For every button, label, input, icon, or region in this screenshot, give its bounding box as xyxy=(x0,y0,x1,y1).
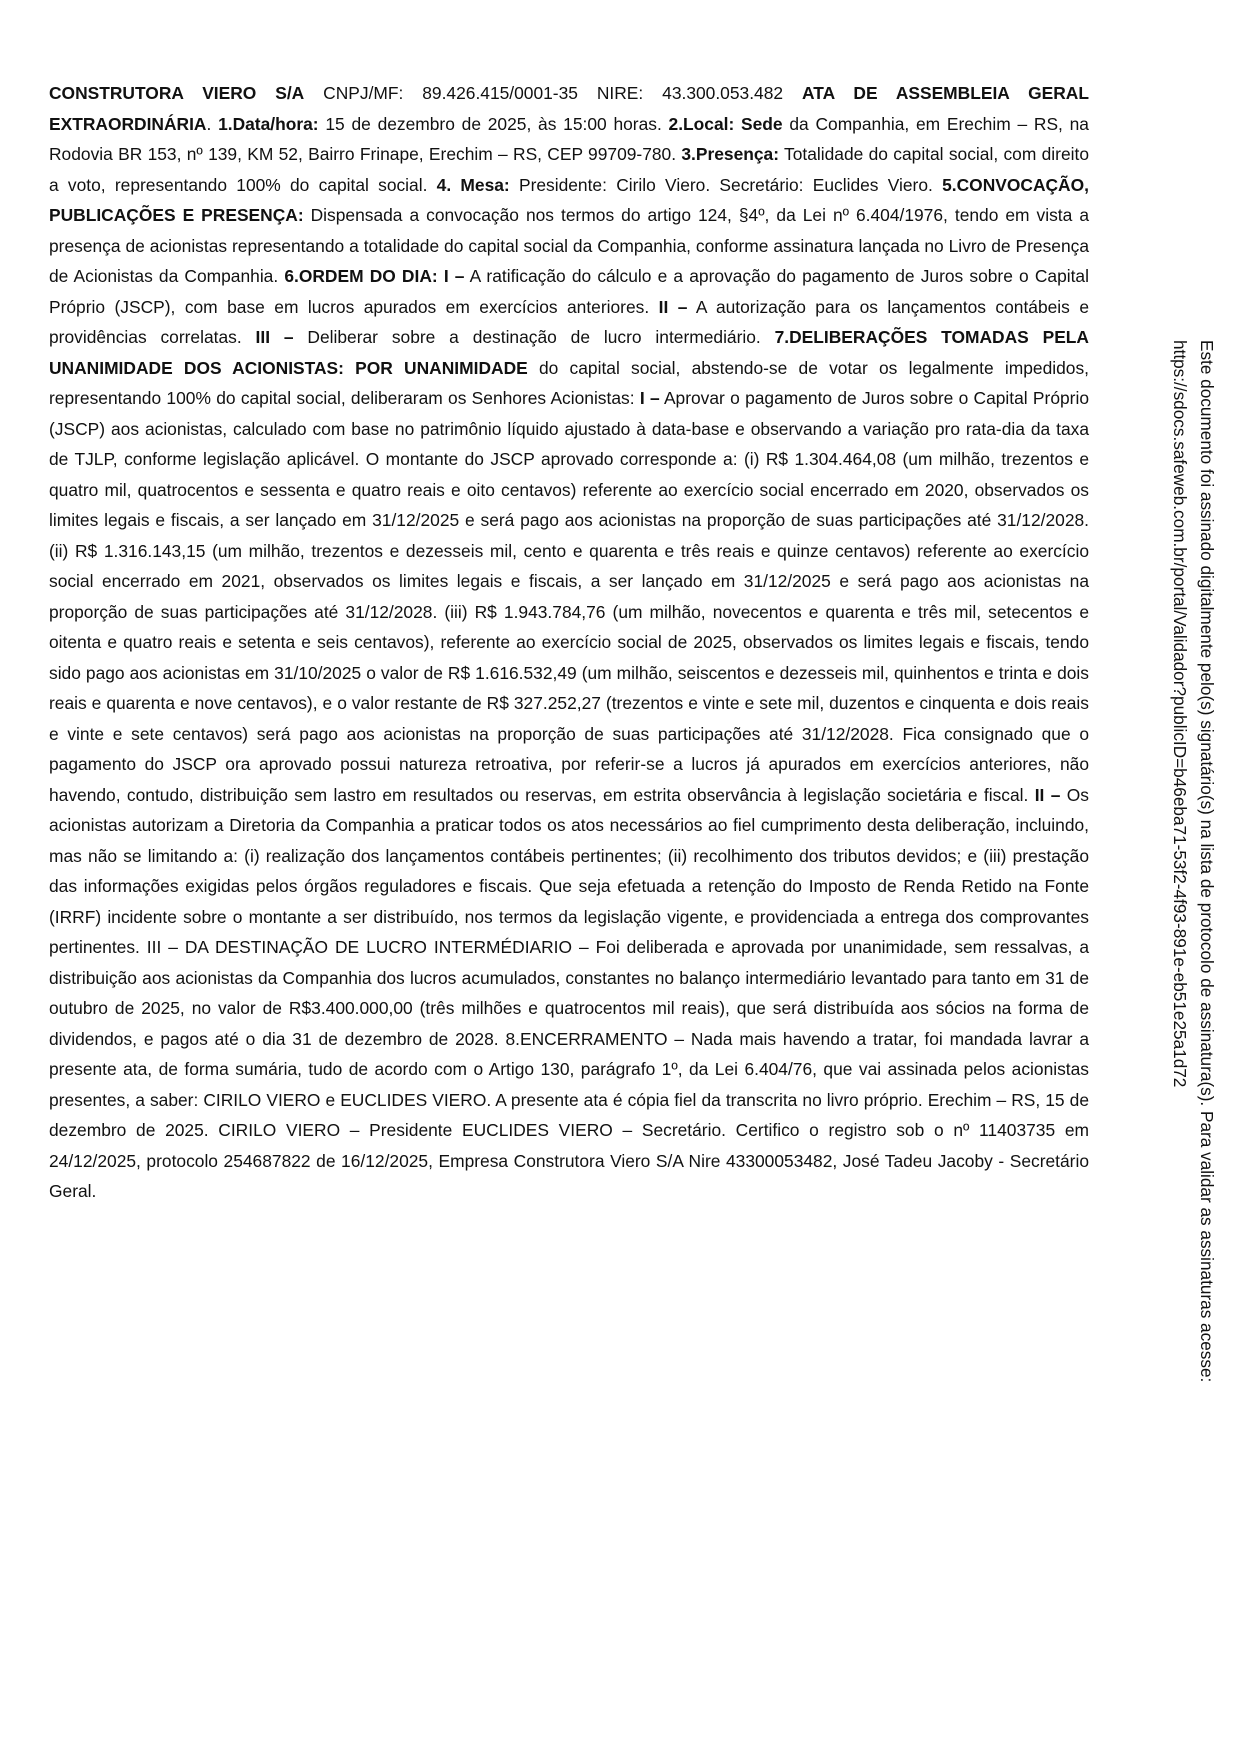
section-2-heading: 2.Local: Sede xyxy=(668,113,783,134)
company-ids: CNPJ/MF: 89.426.415/0001-35 NIRE: 43.300.053.482 xyxy=(304,83,802,103)
resolution-1-marker: I – xyxy=(639,388,660,408)
validation-url[interactable]: https://sdocs.safeweb.com.br/portal/Validador?publicID=b46eba71-53f2-4f93-891e-eb51e25a1d72 xyxy=(1170,340,1190,1088)
resolution-2-text: Os acionistas autorizam a Diretoria da Companhia a praticar todos os atos necessários ao fiel cumprimento desta deliberação, incluindo, mas não se limitando a: (i) realização dos lançamentos contábeis pertinentes; (ii) recolhimento dos tributos devidos; e (iii) prestação das informações exigidas pelos órgãos reguladores e fiscais. Que seja efetuada a retenção do Imposto de Renda Retido na Fonte (IRRF) incidente sobre o montante a ser distribuído, nos termos da legislação vigente, e providenciada a entrega dos comprovantes pertinentes. III – DA DESTINAÇÃO DE LUCRO INTERMÉDIARIO – Foi deliberada e aprovada por unanimidade, sem ressalvas, a distribuição aos acionistas da Companhia dos lucros acumulados, constantes no balanço intermediário levantado para tanto em 31 de outubro de 2025, no valor de R$3.400.000,00 (três milhões e quatrocentos mil reais), que será distribuída aos sócios na forma de dividendos, e pagos até o dia 31 de dezembro de 2028. 8.ENCERRAMENTO – Nada mais havendo a tratar, foi mandada lavrar a presente ata, de forma sumária, tudo de acordo com o Artigo 130, parágrafo 1º, da Lei 6.404/76, que vai assinada pelos acionistas presentes, a saber: CIRILO VIERO e EUCLIDES VIERO. A presente ata é cópia fiel da transcrita no livro próprio. Erechim – RS, 15 de dezembro de 2025. CIRILO VIERO – Presidente EUCLIDES VIERO – Secretário. Certifico o registro sob o nº 11403735 em 24/12/2025, protocolo 254687822 de 16/12/2025, Empresa Construtora Viero S/A Nire 43300053482, José Tadeu Jacoby - Secretário Geral. xyxy=(49,784,1089,1201)
section-6-item-3: Deliberar sobre a destinação de lucro intermediário. xyxy=(293,327,775,347)
section-3-text: Totalidade do capital social, com direito a voto, representando 100% do capital social. xyxy=(49,144,1089,195)
resolution-1-text: Aprovar o pagamento de Juros sobre o Capital Próprio (JSCP) aos acionistas, calculado com base no patrimônio líquido ajustado à data-base e observando a variação pro rata-dia da taxa de TJLP, conforme legislação aplicável. O montante do JSCP aprovado corresponde a: (i) R$ 1.304.464,08 (um milhão, trezentos e quatro mil, quatrocentos e sessenta e quatro reais e oito centavos) referente ao exercício social encerrado em 2020, observados os limites legais e fiscais, a ser lançado em 31/12/2025 e será pago aos acionistas na proporção de suas participações até 31/12/2028. (ii) R$ 1.316.143,15 (um milhão, trezentos e dezesseis mil, cento e quarenta e três reais e quinze centavos) referente ao exercício social encerrado em 2021, observados os limites legais e fiscais, a ser lançado em 31/12/2025 e será pago aos acionistas na proporção de suas participações até 31/12/2028. (iii) R$ 1.943.784,76 (um milhão, novecentos e quarenta e três mil, setecentos e oitenta e quatro reais e setenta e seis centavos), referente ao exercício social de 2025, observados os limites legais e fiscais, tendo sido pago aos acionistas em 31/10/2025 o valor de R$ 1.616.532,49 (um milhão, seiscentos e dezesseis mil, quinhentos e trinta e dois reais e quarenta e nove centavos), e o valor restante de R$ 327.252,27 (trezentos e vinte e sete mil, duzentos e cinquenta e dois reais e vinte e sete centavos) será pago aos acionistas na proporção de suas participações até 31/12/2028. Fica consignado que o pagamento do JSCP ora aprovado possui natureza retroativa, por referir-se a lucros já apurados em exercícios anteriores, não havendo, contudo, distribuição sem lastro em resultados ou reservas, em estrita observância à legislação societária e fiscal. xyxy=(49,388,1089,805)
section-3-heading: 3.Presença: xyxy=(681,144,780,164)
section-1-heading: 1.Data/hora: xyxy=(218,113,319,134)
section-4-heading: 4. Mesa: xyxy=(436,174,510,195)
section-5-text: Dispensada a convocação nos termos do artigo 124, §4º, da Lei nº 6.404/1976, tendo em vista a presença de acionistas representando a totalidade do capital social da Companhia, conforme assinatura lançada no Livro de Presença de Acionistas da Companhia. xyxy=(49,205,1089,286)
section-6-item-2-marker: II – xyxy=(658,296,688,317)
resolution-2-marker: II – xyxy=(1034,784,1061,805)
signature-notice-text: Este documento foi assinado digitalmente pelo(s) signatário(s) na lista de protocolo de assinatura(s). Para validar as assinaturas acesse: xyxy=(1197,340,1217,1383)
section-5-heading: 5.CONVOCAÇÃO, PUBLICAÇÕES E PRESENÇA: xyxy=(49,174,1089,225)
text-segment: . xyxy=(206,113,219,134)
minutes-title: ATA DE ASSEMBLEIA GERAL EXTRAORDINÁRIA xyxy=(49,83,1089,134)
section-4-text: Presidente: Cirilo Viero. Secretário: Euclides Viero. xyxy=(509,174,943,195)
section-6-item-1: A ratificação do cálculo e a aprovação do pagamento de Juros sobre o Capital Próprio (JSCP), com base em lucros apurados em exercícios anteriores. xyxy=(49,266,1089,317)
section-6-heading: 6.ORDEM DO DIA: I – xyxy=(284,266,465,286)
minutes-body xyxy=(49,78,1089,1207)
company-name: CONSTRUTORA VIERO S/A xyxy=(49,83,305,103)
section-6-item-2: A autorização para os lançamentos contábeis e providências correlatas. xyxy=(49,296,1089,347)
section-6-item-3-marker: III – xyxy=(255,327,294,347)
section-7-intro: do capital social, abstendo-se de votar os legalmente impedidos, representando 100% do capital social, deliberaram os Senhores Acionistas: xyxy=(49,357,1089,408)
section-1-text: 15 de dezembro de 2025, às 15:00 horas. xyxy=(318,113,669,134)
digital-signature-notice xyxy=(1145,340,1220,1420)
section-2-text: da Companhia, em Erechim – RS, na Rodovia BR 153, nº 139, KM 52, Bairro Frinape, Erechim – RS, CEP 99709-780. xyxy=(49,113,1089,164)
section-7-heading: 7.DELIBERAÇÕES TOMADAS PELA UNANIMIDADE DOS ACIONISTAS: POR UNANIMIDADE xyxy=(49,327,1089,378)
